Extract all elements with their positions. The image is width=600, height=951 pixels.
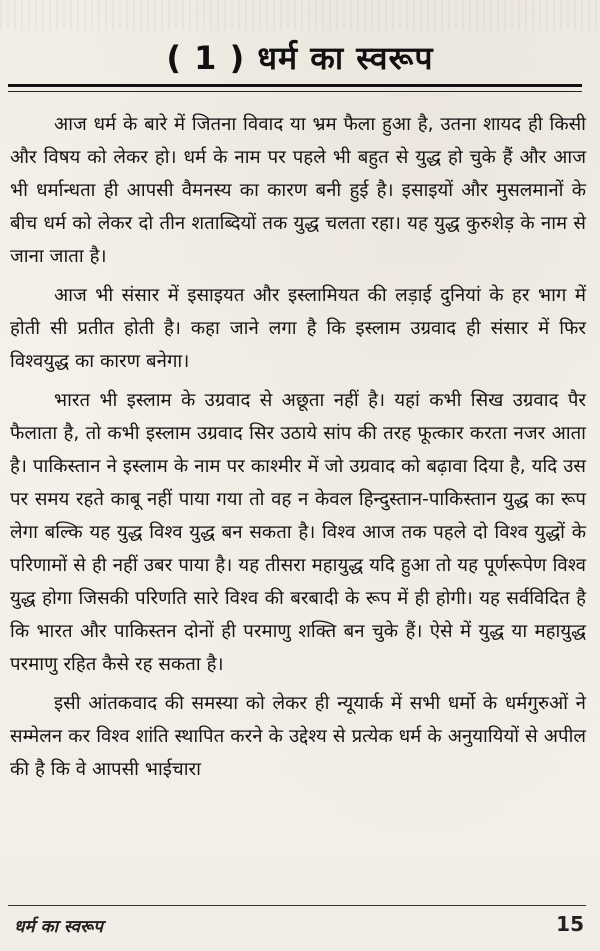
paragraph-4: इसी आंतकवाद की समस्या को लेकर ही न्यूयार्क में सभी धर्मो के धर्मगुरुओं ने सम्मेलन कर विश्व शांति स्थापित करने के उद्देश्य से प्रत्येक धर्म के अनुयायियों से अपील की है कि वे आपसी भाईचारा xyxy=(10,693,586,780)
running-title: धर्म का स्वरूप xyxy=(14,917,103,937)
paragraph-3: भारत भी इस्लाम के उग्रवाद से अछूता नहीं है। यहां कभी सिख उग्रवाद पैर फैलाता है, तो कभी इस्लाम उग्रवाद सिर उठाये सांप की तरह फूत्कार करता नजर आता है। पाकिस्तान ने इस्लाम के नाम पर काश्मीर में जो उग्रवाद को बढ़ावा दिया है, यदि उस पर समय रहते काबू नहीं पाया गया तो वह न केवल हिन्दुस्तान-पाकिस्तान युद्ध का रूप लेगा बल्कि यह युद्ध विश्व युद्ध बन सकता है। विश्व आज तक पहले दो विश्व युद्धों के परिणामों से ही नहीं उबर पाया है। यह तीसरा महायुद्ध यदि हुआ तो यह पूर्णरूपेण विश्व युद्ध होगा जिसकी परिणति सारे विश्व की बरबादी के रूप में ही होगी। यह सर्वविदित है कि भारत और पाकिस्तन दोनों ही परमाणु शक्ति बन चुके हैं। ऐसे में युद्ध या महायुद्ध परमाणु रहित कैसे रह सकता है। xyxy=(10,390,586,675)
footer-rule xyxy=(8,905,586,906)
chapter-title: ( 1 ) धर्म का स्वरूप xyxy=(166,39,434,77)
page-number: 15 xyxy=(556,912,584,936)
paragraph-2: आज भी संसार में इसाइयत और इस्लामियत की लड़ाई दुनियां के हर भाग में होती सी प्रतीत होती है। कहा जाने लगा है कि इस्लाम उग्रवाद ही संसार में फिर विश्वयुद्ध का कारण बनेगा। xyxy=(10,285,586,372)
title-rule-thin xyxy=(8,91,582,92)
body-text xyxy=(10,108,586,786)
title-rule-thick xyxy=(8,84,582,87)
paragraph-1: आज धर्म के बारे में जितना विवाद या भ्रम फैला हुआ है, उतना शायद ही किसी और विषय को लेकर हो। धर्म के नाम पर पहले भी बहुत से युद्ध हो चुके हैं और आज भी धर्मान्धता ही आपसी वैमनस्य का कारण बनी हुई है। इसाइयों और मुसलमानों के बीच धर्म को लेकर दो तीन शताब्दियों तक युद्ध चलता रहा। यह युद्ध कुरुशेड़ के नाम से जाना जाता है। xyxy=(10,114,586,267)
previous-page-bleed-through xyxy=(0,0,600,30)
